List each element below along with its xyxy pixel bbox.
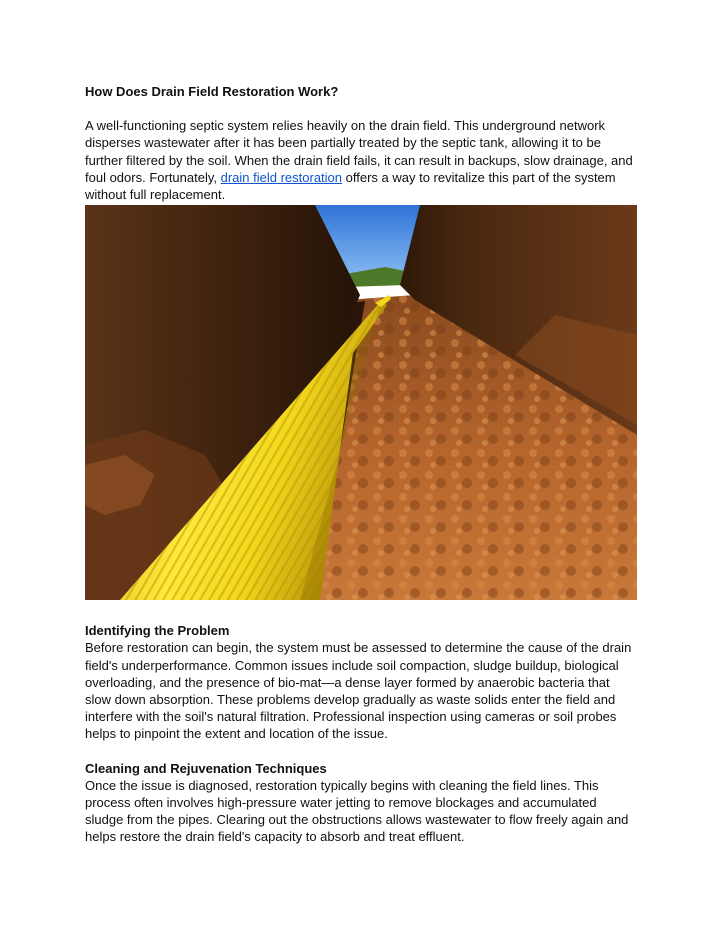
intro-text-before-link: A well-functioning septic system relies heavily on the drain field. This underground network disperses wastewater after it has been partially treated by the septic tank, allowing it to be further filtered by the soil. When the drain field fails, it can result in backups, slow drainage, and foul odors. Fortunately,: [85, 118, 633, 185]
section-body-cleaning-techniques: Once the issue is diagnosed, restoration typically begins with cleaning the field lines. This process often involves high-pressure water jetting to remove blockages and accumulated sludge from the pipes. Clearing out the obstructions allows wastewater to flow freely again and helps restore the drain field's capacity to absorb and treat effluent.: [85, 777, 629, 845]
article-title: How Does Drain Field Restoration Work?: [85, 84, 339, 99]
intro-paragraph: [85, 117, 637, 203]
drain-field-restoration-link[interactable]: drain field restoration: [220, 169, 343, 185]
intro-text-after-link: offers a way to revitalize this part of the system without full replacement.: [85, 169, 616, 203]
section-body-identifying-the-problem: Before restoration can begin, the system must be assessed to determine the cause of the drain field's underperformance. Common issues include soil compaction, sludge buildup, biological overloading, and the presence of bio-mat—a dense layer formed by anaerobic bacteria that slow down absorption. These problems develop gradually as waste solids enter the field and interfere with the soil's natural filtration. Professional inspection using cameras or soil probes helps to pinpoint the extent and location of the issue.: [85, 640, 632, 742]
section-heading-cleaning-techniques: Cleaning and Rejuvenation Techniques: [85, 760, 327, 776]
article: [85, 83, 637, 846]
trench-pipe-photo: [85, 205, 637, 600]
section-heading-identifying-the-problem: Identifying the Problem: [85, 623, 230, 639]
